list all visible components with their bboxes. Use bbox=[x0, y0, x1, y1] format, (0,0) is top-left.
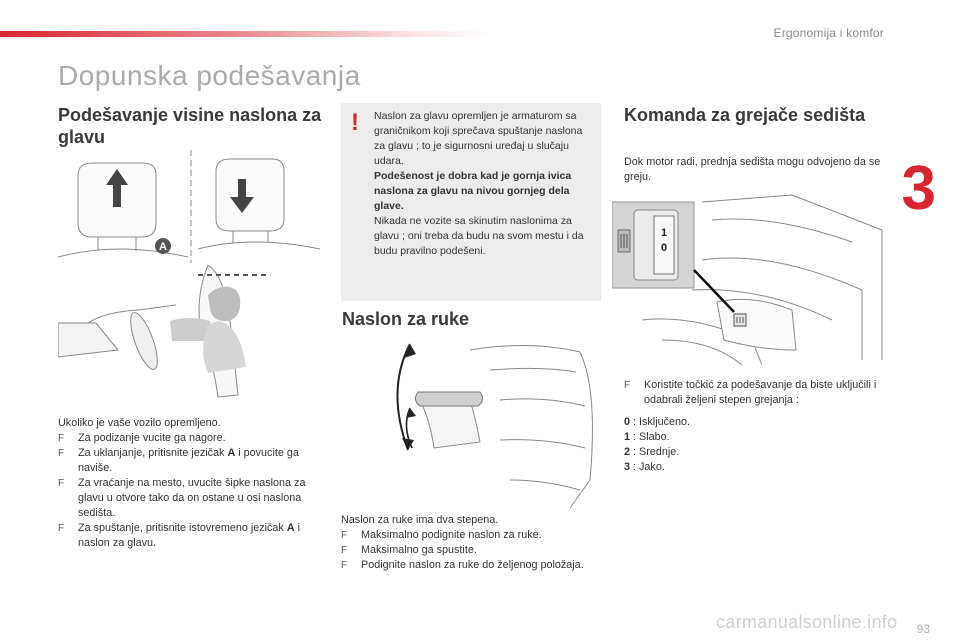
list-item: F Za podizanje vucite ga nagore. bbox=[58, 432, 226, 444]
seat-heater-icon bbox=[618, 230, 630, 252]
bullet-icon: F bbox=[58, 433, 65, 444]
list-item: F Za spuštanje, pritisnite istovremeno jezičak A i naslon za glavu. bbox=[58, 522, 301, 549]
level-item: 2 : Srednje. bbox=[624, 446, 680, 458]
warning-paragraph-bold: Podešenost je dobra kad je gornja ivica naslona za glavu na nivou gornjeg dela glave. bbox=[374, 170, 572, 212]
list-item: F Za uklanjanje, pritisnite jezičak A i povucite ga naviše. bbox=[58, 447, 299, 474]
seat-heating-illustration bbox=[612, 190, 887, 370]
warning-paragraph: Naslon za glavu opremljen je armaturom sa graničnikom koji sprečava spuštanje naslona za glavu ; to je sigurnosni uređaj u slučaju udara. bbox=[374, 110, 583, 167]
list-item: F Podignite naslon za ruke do željenog položaja. bbox=[341, 559, 584, 571]
level-item: 1 : Slabo. bbox=[624, 431, 670, 443]
armrest-instructions bbox=[341, 513, 591, 573]
section-name: Ergonomija i komfor bbox=[773, 26, 884, 40]
page-title: Dopunska podešavanja bbox=[58, 60, 361, 91]
list-item: F Koristite točkić za podešavanje da biste uključili i odabrali željeni stepen grejanja : bbox=[624, 379, 877, 406]
heating-levels bbox=[624, 415, 824, 475]
level-item: 3 : Jako. bbox=[624, 461, 665, 473]
seat-heating-heading: Komanda za grejače sedišta bbox=[624, 105, 866, 125]
bullet-icon: F bbox=[58, 448, 65, 459]
headrest-instructions bbox=[58, 416, 320, 551]
list-item: F Maksimalno podignite naslon za ruke. bbox=[341, 529, 542, 541]
warning-text bbox=[374, 109, 596, 259]
headrest-intro: Ukoliko je vaše vozilo opremljeno. bbox=[58, 417, 221, 429]
bullet-icon: F bbox=[58, 478, 65, 489]
warning-paragraph: Nikada ne vozite sa skinutim naslonima za glavu ; oni treba da budu na svom mestu i da budu pravilno podešeni. bbox=[374, 215, 584, 257]
bullet-icon: F bbox=[341, 560, 348, 571]
seat-heating-intro: Dok motor radi, prednja sedišta mogu odvojeno da se greju. bbox=[624, 156, 881, 183]
seat-heating-instruction bbox=[624, 378, 886, 408]
level-item: 0 : Isključeno. bbox=[624, 416, 691, 428]
tab-a-label: A bbox=[159, 241, 167, 253]
bullet-icon: F bbox=[341, 530, 348, 541]
bullet-icon: F bbox=[341, 545, 348, 556]
armrest-illustration bbox=[380, 330, 605, 510]
header-accent-bar bbox=[0, 31, 490, 37]
chapter-number: 3 bbox=[901, 154, 936, 223]
list-item: F Za vraćanje na mesto, uvucite šipke naslona za glavu u otvore tako da on ostane u osi naslona sedišta. bbox=[58, 477, 306, 519]
bullet-icon: F bbox=[624, 380, 631, 391]
watermark: carmanualsonline.info bbox=[716, 612, 898, 632]
warning-box bbox=[341, 103, 601, 301]
list-item: F Maksimalno ga spustite. bbox=[341, 544, 477, 556]
headrest-illustration bbox=[58, 145, 320, 400]
dial-label-0: 0 bbox=[660, 242, 668, 254]
page-number: 93 bbox=[916, 622, 930, 636]
bullet-icon: F bbox=[58, 523, 65, 534]
armrest-intro: Naslon za ruke ima dva stepena. bbox=[341, 514, 499, 526]
warning-icon: ! bbox=[351, 109, 359, 136]
armrest-heading: Naslon za ruke bbox=[342, 309, 470, 329]
headrest-heading: Podešavanje visine naslona za glavu bbox=[58, 105, 322, 147]
dial-label-1: 1 bbox=[660, 227, 668, 239]
